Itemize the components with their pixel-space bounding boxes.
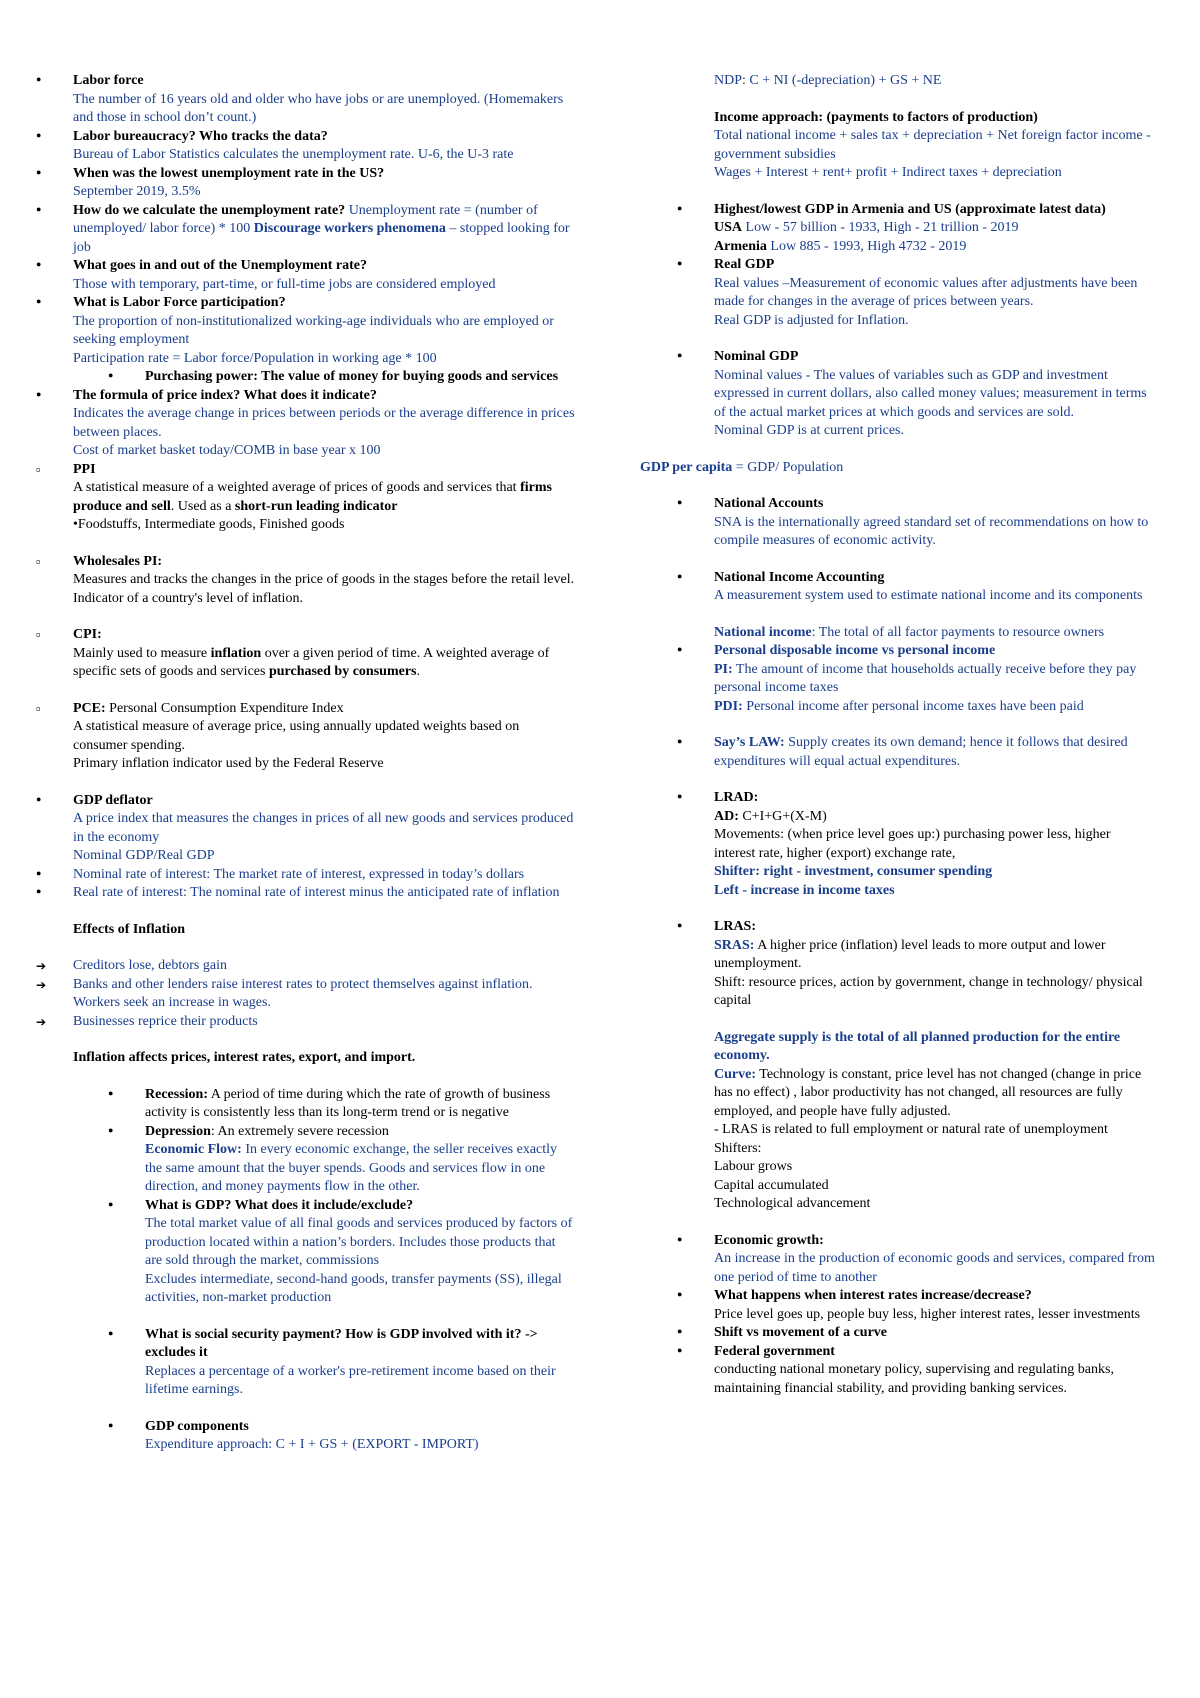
label: USA: [714, 220, 743, 235]
note-participation: [36, 294, 576, 368]
body-text: Creditors lose, debtors gain: [73, 958, 227, 973]
bullet-icon: [36, 72, 73, 91]
bullet-icon: [108, 368, 145, 387]
bullet-icon: [677, 348, 714, 367]
note-shift-vs: [677, 1324, 1155, 1343]
bullet-icon: [677, 201, 714, 220]
heading: CPI:: [73, 627, 102, 642]
body-text: Measures and tracks the changes in the price of goods in the stages before the retail level. Indicator of a country's level of inflation.: [73, 572, 575, 606]
body-text: Bureau of Labor Statistics calculates the unemployment rate. U-6, the U-3 rate: [73, 147, 514, 162]
note-cpi: [36, 626, 576, 682]
bullet-icon: [36, 165, 73, 184]
label: Armenia: [714, 238, 767, 254]
body-text: : An extremely severe recession: [210, 1123, 389, 1139]
body-text: Indicates the average change in prices between periods or the average difference in prices between places.: [73, 406, 575, 440]
body-text: Replaces a percentage of a worker's pre-retirement income based on their lifetime earnings.: [145, 1363, 556, 1397]
body-text: . Used as a: [170, 498, 232, 514]
effect-item: [36, 1013, 576, 1032]
bullet-icon: [677, 495, 714, 514]
note-nominal-rate: [36, 866, 576, 885]
bullet-icon: [108, 1326, 145, 1345]
body-text: Total national income + sales tax + depreciation + Net foreign factor income - government subsidies: [714, 128, 1151, 162]
body-text: An increase in the production of economic goods and services, compared from one period of time to another: [714, 1251, 1155, 1285]
body-bold: short-run leading indicator: [234, 498, 398, 514]
heading: Recession:: [145, 1086, 208, 1102]
note-lras: [677, 918, 1155, 1214]
note-real-rate: [36, 884, 576, 903]
body-text: Banks and other lenders raise interest rates to protect themselves against inflation. Workers seek an increase in wages.: [73, 976, 533, 1010]
note-federal: [677, 1343, 1155, 1399]
bullet-icon: [677, 1287, 714, 1306]
body-text: - LRAS is related to full employment or natural rate of unemployment: [714, 1122, 1108, 1137]
bullet-icon: [108, 1197, 145, 1216]
note-income-approach: [640, 109, 1155, 183]
heading: When was the lowest unemployment rate in the US?: [73, 165, 385, 181]
effects-heading: [36, 921, 576, 940]
body-text: Labour grows: [714, 1159, 793, 1174]
body-text: The number of 16 years old and older who have jobs or are unemployed. (Homemakers and those in school don’t count.): [73, 91, 564, 125]
heading: Say’s LAW:: [714, 735, 785, 750]
right-column: [640, 72, 1155, 1398]
body-text: •Foodstuffs, Intermediate goods, Finished goods: [73, 517, 345, 532]
body-text: over a given period of time. A weighted average of specific sets of goods and services: [73, 645, 550, 679]
bullet-icon: [36, 387, 73, 406]
heading: Highest/lowest GDP in Armenia and US (approximate latest data): [714, 201, 1106, 217]
heading: Shift vs movement of a curve: [714, 1325, 888, 1340]
body-text: A statistical measure of a weighted average of prices of goods and services that: [73, 480, 517, 495]
note-goes-in-out: [36, 257, 576, 294]
note-gdp-per-capita: [640, 459, 1155, 478]
body-text: Real rate of interest: The nominal rate of interest minus the anticipated rate of inflation: [73, 885, 560, 900]
body-text: SNA is the internationally agreed standard set of recommendations on how to compile measures of economic activity.: [714, 514, 1149, 548]
heading: PPI: [73, 461, 96, 477]
body-text: A period of time during which the rate of growth of business activity is consistently less than its long-term trend or is negative: [145, 1086, 551, 1120]
heading: Personal disposable income vs personal income: [714, 643, 996, 658]
body-text: C+I+G+(X-M): [742, 808, 827, 824]
bullet-icon: [677, 734, 714, 753]
bullet-icon: [677, 918, 714, 937]
note-national-accounts: [677, 495, 1155, 551]
bullet-icon: [677, 789, 714, 808]
heading: Labor bureaucracy? Who tracks the data?: [73, 128, 328, 144]
note-purchasing-power: [73, 368, 576, 387]
note-lowest-unemployment: [36, 165, 576, 202]
bullet-icon: [108, 1123, 145, 1142]
square-bullet-icon: [36, 700, 73, 720]
bullet-icon: [677, 1343, 714, 1362]
body-text: Nominal GDP/Real GDP: [73, 848, 215, 863]
heading: Economic Flow:: [145, 1142, 242, 1157]
note-ppi: [36, 461, 576, 535]
body-text: The proportion of non-institutionalized working-age individuals who are employed or seeking employment: [73, 313, 554, 347]
bullet-icon: [677, 256, 714, 275]
body-bold: firms produce and sell: [73, 480, 552, 514]
note-economic-growth: [677, 1232, 1155, 1288]
note-social-security: [108, 1326, 576, 1400]
heading: National Income Accounting: [714, 569, 885, 585]
heading: Income approach: (payments to factors of production): [714, 109, 1038, 125]
bullet-icon: [36, 866, 73, 885]
note-pdi: [677, 642, 1155, 716]
note-nia: [677, 569, 1155, 643]
body-text: NDP: C + NI (-depreciation) + GS + NE: [714, 73, 942, 88]
body-text: Excludes intermediate, second-hand goods, transfer payments (SS), illegal activities, non-market production: [145, 1271, 562, 1305]
inflation-affects-heading: [36, 1049, 576, 1068]
body-text: Shifters:: [714, 1140, 762, 1156]
heading: LRAS:: [714, 919, 757, 934]
body-text: A statistical measure of average price, using annually updated weights based on consumer spending.: [73, 719, 520, 753]
note-labor-force: [36, 72, 576, 128]
heading: National Accounts: [714, 496, 824, 511]
heading: What happens when interest rates increase/decrease?: [714, 1288, 1032, 1303]
bullet-icon: [108, 1418, 145, 1437]
body-text: The total market value of all final goods and services produced by factors of production located within a nation’s borders. Includes those products that are sold through the market, commissions: [145, 1216, 573, 1268]
bullet-icon: [36, 884, 73, 903]
heading: Federal government: [714, 1343, 835, 1359]
body-bold: Shifter: right - investment, consumer spending: [714, 864, 993, 879]
note-highest-lowest: [677, 201, 1155, 257]
heading: GDP components: [145, 1418, 249, 1434]
body-text: A price index that measures the changes in prices of all new goods and services produced in the economy: [73, 811, 574, 845]
effect-item: [36, 957, 576, 976]
heading: Labor force: [73, 73, 144, 88]
bullet-icon: [677, 1232, 714, 1251]
body-text: Wages + Interest + rent+ profit + Indirect taxes + depreciation: [714, 165, 1062, 180]
heading: Real GDP: [714, 257, 775, 272]
heading: What is social security payment? How is GDP involved with it? -> excludes it: [145, 1326, 538, 1360]
body-text: Unemployment rate = (number of unemployed/ labor force) * 100: [73, 202, 538, 236]
heading: Purchasing power: The value of money for buying goods and services: [145, 369, 559, 384]
square-bullet-icon: [36, 553, 73, 573]
body-text: : The total of all factor payments to resource owners: [811, 624, 1105, 640]
heading: What is GDP? What does it include/exclude?: [145, 1197, 414, 1213]
note-gdp-deflator: [36, 792, 576, 866]
body-text: Nominal rate of interest: The market rate of interest, expressed in today’s dollars: [73, 866, 525, 882]
body-text: Businesses reprice their products: [73, 1013, 258, 1029]
bullet-icon: [36, 128, 73, 147]
body-text: Cost of market basket today/COMB in base year x 100: [73, 443, 381, 458]
body-text: Movements: (when price level goes up:) purchasing power less, higher interest rate, higher (export) exchange rate,: [714, 827, 1111, 861]
body-text: The amount of income that households actually receive before they pay personal income taxes: [714, 661, 1137, 695]
body-text: A measurement system used to estimate national income and its components: [714, 588, 1143, 603]
heading: How do we calculate the unemployment rate?: [73, 202, 346, 218]
body-text: Capital accumulated: [714, 1177, 829, 1193]
arrow-icon: [36, 957, 73, 977]
square-bullet-icon: [36, 626, 73, 646]
label: AD:: [714, 808, 739, 824]
body-text: Personal income after personal income taxes have been paid: [746, 698, 1084, 714]
heading: What is Labor Force participation?: [73, 295, 286, 310]
square-bullet-icon: [36, 461, 73, 481]
body-text: Mainly used to measure: [73, 645, 208, 661]
body-bold: inflation: [210, 645, 262, 661]
bullet-icon: [108, 1086, 145, 1105]
note-real-gdp: [677, 256, 1155, 330]
body-text: Low - 57 billion - 1933, High - 21 trillion - 2019: [745, 220, 1019, 235]
note-says-law: [677, 734, 1155, 771]
label: PI:: [714, 661, 733, 677]
arrow-icon: [36, 1013, 73, 1033]
body-text: = GDP/ Population: [735, 459, 844, 475]
bullet-icon: [677, 569, 714, 588]
body-text: Real values –Measurement of economic values after adjustments have been made for changes in the average of prices between years.: [714, 275, 1138, 309]
body-text: Supply creates its own demand; hence it follows that desired expenditures will equal actual expenditures.: [714, 735, 1128, 769]
heading: GDP per capita: [640, 459, 733, 475]
note-nominal-gdp: [677, 348, 1155, 441]
body-text: Real GDP is adjusted for Inflation.: [714, 312, 909, 328]
note-wholesale: [36, 553, 576, 609]
body-text: .: [416, 664, 420, 679]
arrow-icon: [36, 976, 73, 996]
note-what-gdp: [108, 1197, 576, 1308]
body-text: Those with temporary, part-time, or full-time jobs are considered employed: [73, 276, 496, 292]
body-bold: Discourage workers phenomena: [253, 221, 446, 236]
note-price-index: [36, 387, 576, 461]
heading: PCE:: [73, 700, 106, 716]
bullet-icon: [36, 257, 73, 276]
note-pce: [36, 700, 576, 774]
note-labor-bureaucracy: [36, 128, 576, 165]
body-text: Participation rate = Labor force/Population in working age * 100: [73, 350, 437, 366]
heading: GDP deflator: [73, 792, 153, 808]
heading: Aggregate supply is the total of all planned production for the entire economy.: [714, 1029, 1121, 1063]
heading: Depression: [145, 1123, 211, 1139]
heading: Wholesales PI:: [73, 553, 163, 569]
heading: Nominal GDP: [714, 349, 799, 364]
heading: National income: [714, 624, 812, 640]
note-calc-unemployment: [36, 202, 576, 258]
body-text: Primary inflation indicator used by the Federal Reserve: [73, 756, 384, 771]
note-lrad: [677, 789, 1155, 900]
body-text: In every economic exchange, the seller receives exactly the same amount that the buyer spends. Goods and services flow in one direction, and money payments flow in the other.: [145, 1142, 558, 1194]
note-gdp-components: [108, 1418, 576, 1455]
body-text: A higher price (inflation) level leads to more output and lower unemployment.: [714, 937, 1106, 971]
bullet-icon: [36, 792, 73, 811]
left-column: [36, 72, 576, 1455]
body-text: Low 885 - 1993, High 4732 - 2019: [770, 238, 967, 254]
bullet-icon: [677, 642, 714, 661]
body-text: September 2019, 3.5%: [73, 184, 201, 199]
note-interest-rates: [677, 1287, 1155, 1324]
heading: The formula of price index? What does it indicate?: [73, 387, 377, 403]
body-text: – stopped looking for job: [73, 221, 570, 255]
heading: What goes in and out of the Unemployment rate?: [73, 258, 367, 273]
body-text: Technology is constant, price level has not changed (change in price has no effect) , labor productivity has not changed, all resources are fully employed, and people have fully adjusted.: [714, 1066, 1142, 1119]
body-text: conducting national monetary policy, supervising and regulating banks, maintaining financial stability, and providing banking services.: [714, 1362, 1114, 1396]
heading: Inflation affects prices, interest rates, export, and import.: [73, 1050, 416, 1065]
note-depression: [108, 1123, 576, 1197]
label: SRAS:: [714, 937, 755, 953]
body-text: Technological advancement: [714, 1196, 871, 1211]
body-text: Expenditure approach: C + I + GS + (EXPORT - IMPORT): [145, 1437, 479, 1452]
bullet-icon: [36, 202, 73, 221]
body-text: Shift: resource prices, action by government, change in technology/ physical capital: [714, 974, 1143, 1008]
heading: Economic growth:: [714, 1232, 824, 1248]
note-ndp: [640, 72, 1155, 91]
bullet-icon: [36, 294, 73, 313]
body-bold: Left - increase in income taxes: [714, 882, 895, 898]
body-text: Price level goes up, people buy less, higher interest rates, lesser investments: [714, 1306, 1141, 1322]
label: PDI:: [714, 698, 743, 714]
heading: LRAD:: [714, 790, 759, 805]
heading: Effects of Inflation: [73, 921, 185, 937]
note-recession: [108, 1086, 576, 1123]
bullet-icon: [677, 1324, 714, 1343]
effect-item: [36, 976, 576, 1013]
subheading: Personal Consumption Expenditure Index: [109, 700, 344, 716]
body-text: Nominal values - The values of variables such as GDP and investment expressed in current dollars, also called money values; measurement in terms of the actual market prices at which goods and services are sold.: [714, 367, 1147, 420]
body-bold: purchased by consumers: [268, 664, 417, 679]
label: Curve:: [714, 1066, 756, 1082]
body-text: Nominal GDP is at current prices.: [714, 423, 904, 438]
